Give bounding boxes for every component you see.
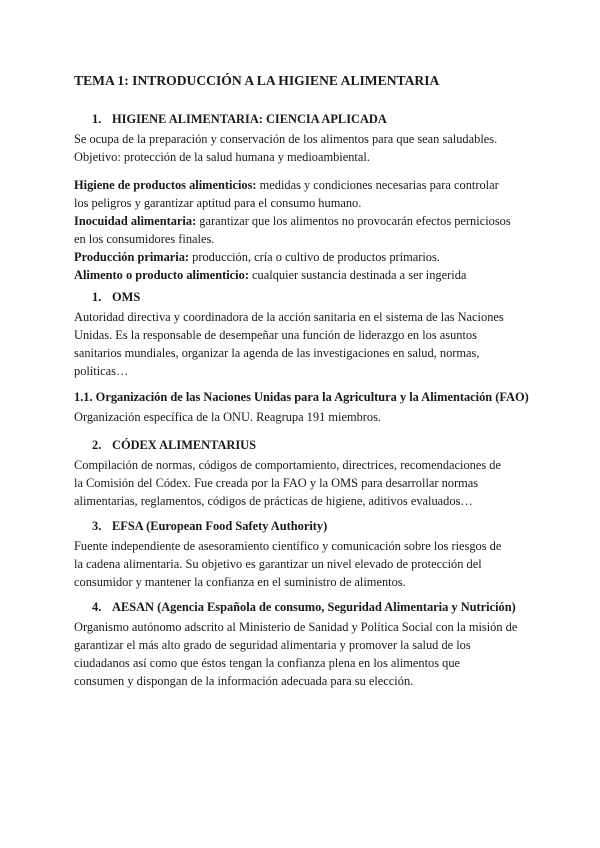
definition-term: Higiene de productos alimenticios:: [74, 178, 257, 192]
definition-item: [74, 176, 534, 194]
section-heading: [74, 288, 534, 306]
definition-item: [74, 248, 534, 266]
section-oms: [74, 288, 534, 380]
definition-text: producción, cría o cultivo de productos primarios.: [189, 250, 440, 264]
section-fao: [74, 388, 534, 426]
body-line: consumen y dispongan de la información adecuada para su elección.: [74, 674, 414, 688]
body-line: ciudadanos así como que éstos tengan la confianza plena en los alimentos que: [74, 656, 461, 670]
section-heading: 1.1. Organización de las Naciones Unidas para la Agricultura y la Alimentación (FAO): [74, 390, 529, 404]
section-higiene-alimentaria: [74, 110, 534, 166]
body-line: sanitarios mundiales, organizar la agenda de las investigaciones en salud, normas,: [74, 346, 480, 360]
body-line: Se ocupa de la preparación y conservación de los alimentos para que sean saludables.: [74, 132, 498, 146]
section-codex-alimentarius: [74, 436, 534, 510]
body-line: la cadena alimentaria. Su objetivo es garantizar un nivel elevado de protección del: [74, 557, 482, 571]
definition-text: cualquier sustancia destinada a ser ingerida: [248, 268, 467, 282]
section-number: 1.: [92, 290, 102, 304]
section-heading: [74, 517, 534, 535]
body-line: políticas…: [74, 364, 129, 378]
section-aesan: [74, 598, 534, 690]
section-heading-text: OMS: [112, 290, 141, 304]
definition-term: Producción primaria:: [74, 250, 190, 264]
document-title: TEMA 1: INTRODUCCIÓN A LA HIGIENE ALIMENTARIA: [74, 73, 440, 88]
body-line: la Comisión del Códex. Fue creada por la FAO y la OMS para desarrollar normas: [74, 476, 479, 490]
body-line: Objetivo: protección de la salud humana y medioambiental.: [74, 150, 370, 164]
section-heading: [74, 436, 534, 454]
definition-continuation: los peligros y garantizar aptitud para el consumo humano.: [74, 196, 362, 210]
definition-term: Inocuidad alimentaria:: [74, 214, 197, 228]
definition-term: Alimento o producto alimenticio:: [74, 268, 249, 282]
section-number: 1.: [92, 112, 102, 126]
section-number: 3.: [92, 519, 102, 533]
body-line: Compilación de normas, códigos de comportamiento, directrices, recomendaciones de: [74, 458, 501, 472]
definition-continuation: en los consumidores finales.: [74, 232, 215, 246]
body-line: Autoridad directiva y coordinadora de la acción sanitaria en el sistema de las Naciones: [74, 310, 504, 324]
section-efsa: [74, 517, 534, 591]
body-line: Organismo autónomo adscrito al Ministerio de Sanidad y Política Social con la misión de: [74, 620, 518, 634]
definition-item: [74, 212, 534, 230]
body-line: Organización específica de la ONU. Reagrupa 191 miembros.: [74, 410, 382, 424]
body-line: consumidor y mantener la confianza en el suministro de alimentos.: [74, 575, 406, 589]
body-line: Fuente independiente de asesoramiento científico y comunicación sobre los riesgos de: [74, 539, 502, 553]
definition-text: medidas y condiciones necesarias para controlar: [256, 178, 499, 192]
section-heading-text: AESAN (Agencia Española de consumo, Seguridad Alimentaria y Nutrición): [112, 600, 516, 614]
body-line: garantizar el más alto grado de seguridad alimentaria y promover la salud de los: [74, 638, 471, 652]
section-heading: [74, 110, 534, 128]
section-number: 4.: [92, 600, 102, 614]
section-heading: [74, 598, 534, 616]
section-heading-text: HIGIENE ALIMENTARIA: CIENCIA APLICADA: [112, 112, 387, 126]
body-line: Unidas. Es la responsable de desempeñar una función de liderazgo en los asuntos: [74, 328, 477, 342]
definition-text: garantizar que los alimentos no provocarán efectos perniciosos: [196, 214, 511, 228]
definition-item: [74, 266, 534, 284]
section-number: 2.: [92, 438, 102, 452]
section-heading-text: CÓDEX ALIMENTARIUS: [112, 438, 257, 452]
body-line: alimentarias, reglamentos, códigos de prácticas de higiene, aditivos evaluados…: [74, 494, 473, 508]
definitions-block: [74, 176, 534, 284]
section-heading-text: EFSA (European Food Safety Authority): [112, 519, 328, 533]
